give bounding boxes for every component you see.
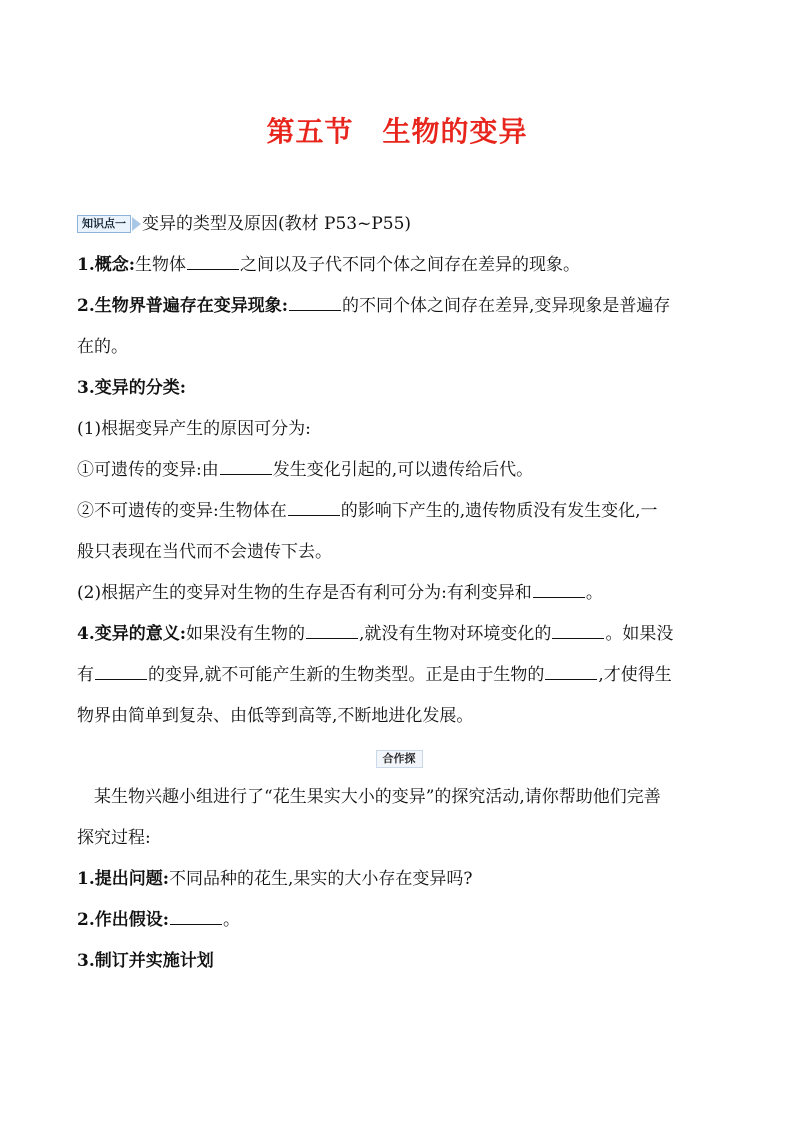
item-universal-cont [77,327,721,368]
item-label: 2.生物界普遍存在变异现象: [77,296,289,316]
activity-intro-cont [77,818,721,859]
answer-blank[interactable] [170,906,222,925]
page-title: 第五节 生物的变异 [266,115,528,148]
answer-blank[interactable] [552,620,604,639]
knowledge-point-heading [77,204,721,245]
sub-item-by-benefit [77,573,721,614]
item-classification [77,368,721,409]
item-text: 如果没有生物的 [186,624,306,644]
item-text: ①可遗传的变异:由 [77,460,219,480]
answer-blank[interactable] [288,497,340,516]
item-label: 2.作出假设: [77,910,170,930]
item-text: 发生变化引起的,可以遗传给后代。 [272,460,534,480]
answer-blank[interactable] [187,251,239,270]
item-label: 3.变异的分类: [77,378,187,398]
item-text: 。如果没 [605,624,674,644]
worksheet-content [77,204,721,982]
answer-blank[interactable] [533,579,585,598]
item-concept [77,245,721,286]
item-text: 之间以及子代不同个体之间存在差异的现象。 [240,255,581,275]
item-universal [77,286,721,327]
item-text: 探究过程: [77,828,151,848]
item-significance-line3 [77,696,721,737]
cooperation-section-header [77,737,721,777]
item-text: 的不同个体之间存在差异,变异现象是普遍存 [342,296,671,316]
item-text: 般只表现在当代而不会遗传下去。 [77,542,332,562]
sub-item-non-heritable-cont [77,532,721,573]
item-text: 某生物兴趣小组进行了“花生果实大小的变异”的探究活动,请你帮助他们完善 [94,787,661,807]
item-text: ,才使得生 [598,665,672,685]
step-hypothesis [77,900,721,941]
item-text: 。 [585,583,603,603]
item-text: (1)根据变异产生的原因可分为: [77,419,311,439]
activity-intro [77,777,721,818]
item-text: 有 [77,665,94,685]
cooperation-badge: 合作探 [376,750,423,768]
tag-arrow-icon [132,217,141,231]
item-text: (2)根据产生的变异对生物的生存是否有利可分为:有利变异和 [77,583,532,603]
answer-blank[interactable] [306,620,358,639]
knowledge-point-title: 变异的类型及原因(教材 P53~P55) [142,214,412,234]
item-label: 4.变异的意义: [77,624,187,644]
item-label: 3.制订并实施计划 [77,951,214,971]
item-significance-line2 [77,655,721,696]
item-text: 。 [223,910,241,930]
item-text: 不同品种的花生,果实的大小存在变异吗? [169,869,473,889]
item-text: ②不可遗传的变异:生物体在 [77,501,287,521]
sub-item-by-cause [77,409,721,450]
item-text: 的影响下产生的,遗传物质没有发生变化,一 [340,501,658,521]
item-label: 1.概念: [77,255,136,275]
sub-item-non-heritable [77,491,721,532]
item-text: 在的。 [77,337,128,357]
step-plan [77,941,721,982]
item-text: 生物体 [135,255,187,275]
answer-blank[interactable] [545,661,597,680]
knowledge-point-tag [77,215,141,233]
knowledge-point-tag-label: 知识点一 [77,215,131,233]
item-text: 的变异,就不可能产生新的生物类型。正是由于生物的 [148,665,545,685]
answer-blank[interactable] [220,456,272,475]
item-text: ,就没有生物对环境变化的 [359,624,552,644]
answer-blank[interactable] [289,292,341,311]
step-question [77,859,721,900]
item-significance [77,614,721,655]
answer-blank[interactable] [95,661,147,680]
item-label: 1.提出问题: [77,869,170,889]
sub-item-heritable [77,450,721,491]
item-text: 物界由简单到复杂、由低等到高等,不断地进化发展。 [77,706,474,726]
